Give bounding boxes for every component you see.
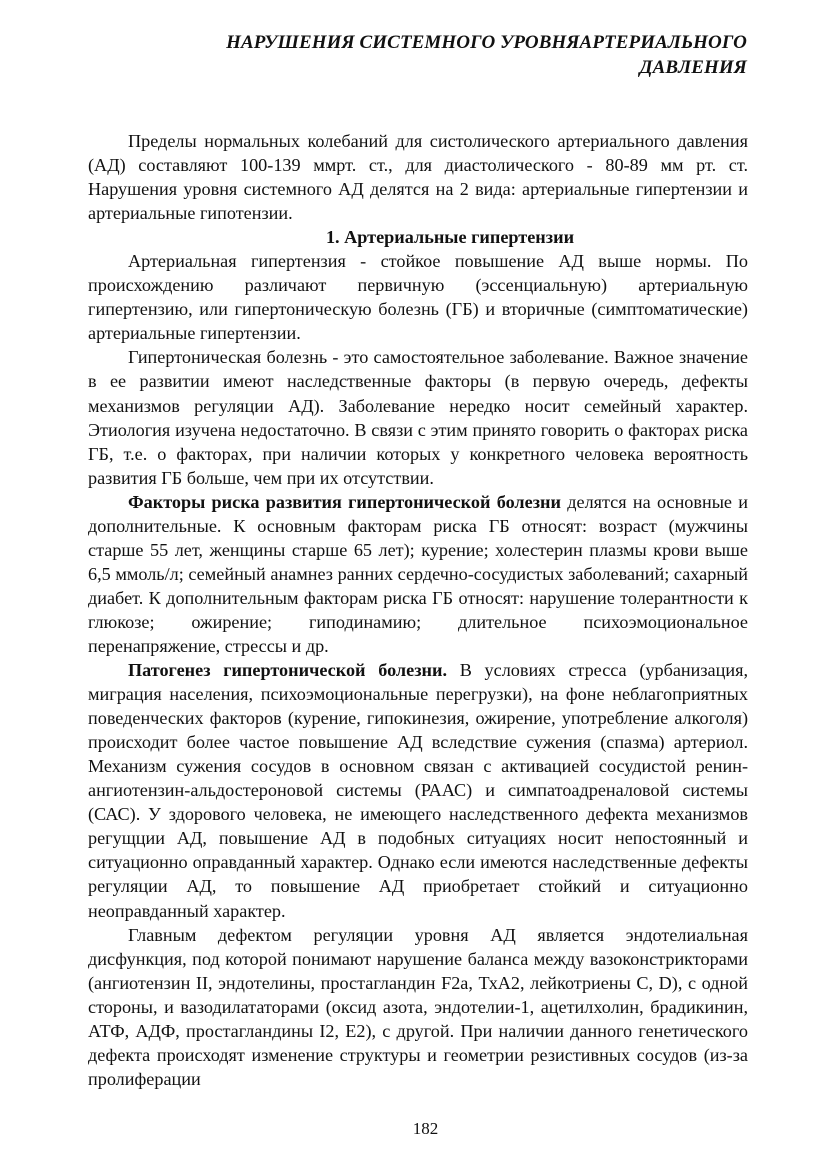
chapter-header — [147, 30, 747, 80]
paragraph-pathogenesis — [88, 658, 748, 923]
risk-factors-text: делятся на основные и дополнительные. К основным факторам риска ГБ относят: возраст (мужчины старше 55 лет, женщины старше 65 лет); курение; холестерин плазмы крови выше 6,5 ммоль/л; семейный анамнез ранних сердечно-сосудистых заболеваний; сахарный диабет. К дополнительным факторам риска ГБ относят: нарушение толерантности к глюкозе; ожирение; гиподинамию; длительное психоэмоциональное перенапряжение, стрессы и др. — [88, 491, 748, 656]
paragraph-risk-factors — [88, 490, 748, 658]
pathogenesis-heading: Патогенез гипертонической болезни. — [128, 660, 448, 681]
page-number: 182 — [412, 1119, 439, 1138]
paragraph-hypertensive-disease: Гипертоническая болезнь - это самостоятельное заболевание. Важное значение в ее развитии имеют наследственные факторы (в первую очередь, дефекты механизмов регуляции АД). Заболевание нередко носит семейный характер. Этиология изучена недостаточно. В связи с этим принято говорить о факторах риска ГБ, т.е. о факторах, при наличии которых у конкретного человека вероятность развития ГБ больше, чем при их отсутствии. — [88, 347, 748, 488]
chapter-header-line-2: ДАВЛЕНИЯ — [639, 57, 747, 78]
paragraph-endothelial-dysfunction: Главным дефектом регуляции уровня АД является эндотелиальная дисфункция, под которой понимают нарушение баланса между вазоконстрикторами (ангиотензин II, эндотелины, простагландин F2a, ТхА2, лейкотриены С, D), с одной стороны, и вазодилататорами (оксид азота, эндотелии-1, ацетилхолин, брадикинин, АТФ, АДФ, простагландины I2, E2), с другой. При наличии данного генетического дефекта происходят изменение структуры и геометрии резистивных сосудов (из-за пролиферации — [88, 924, 748, 1089]
paragraph-intro: Пределы нормальных колебаний для систолического артериального давления (АД) составляют 100-139 ммрт. ст., для диастолического - 80-89 мм рт. ст. Нарушения уровня системного АД делятся на 2 вида: артериальные гипертензии и артериальные гипотензии. — [88, 131, 748, 224]
section-title-arterial-hypertension: 1. Артериальные гипертензии — [325, 227, 575, 248]
risk-factors-heading: Факторы риска развития гипертонической болезни — [128, 491, 561, 512]
paragraph-hypertension-definition: Артериальная гипертензия - стойкое повышение АД выше нормы. По происхождению различают первичную (эссенциальную) артериальную гипертензию, или гипертоническую болезнь (ГБ) и вторичные (симптоматические) артериальные гипертензии. — [88, 251, 748, 344]
body-text — [88, 129, 748, 1091]
chapter-header-line-1: НАРУШЕНИЯ СИСТЕМНОГО УРОВНЯАРТЕРИАЛЬНОГО — [226, 32, 747, 53]
pathogenesis-text: В условиях стресса (урбанизация, миграция населения, психоэмоциональные перегрузки), на фоне неблагоприятных поведенческих факторов (курение, гипокинезия, ожирение, употребление алкоголя) происходит более частое повышение АД вследствие сужения (спазма) артериол. Механизм сужения сосудов в основном связан с активацией сосудистой ренин-ангиотензин-альдостероновой системы (РААС) и симпатоадреналовой системы (САС). У здорового человека, не имеющего наследственного дефекта механизмов регущции АД, повышение АД в подобных ситуациях носит непостоянный и ситуационно оправданный характер. Однако если имеются наследственные дефекты регуляции АД, то повышение АД приобретает стойкий и ситуационно неоправданный характер. — [88, 660, 748, 921]
